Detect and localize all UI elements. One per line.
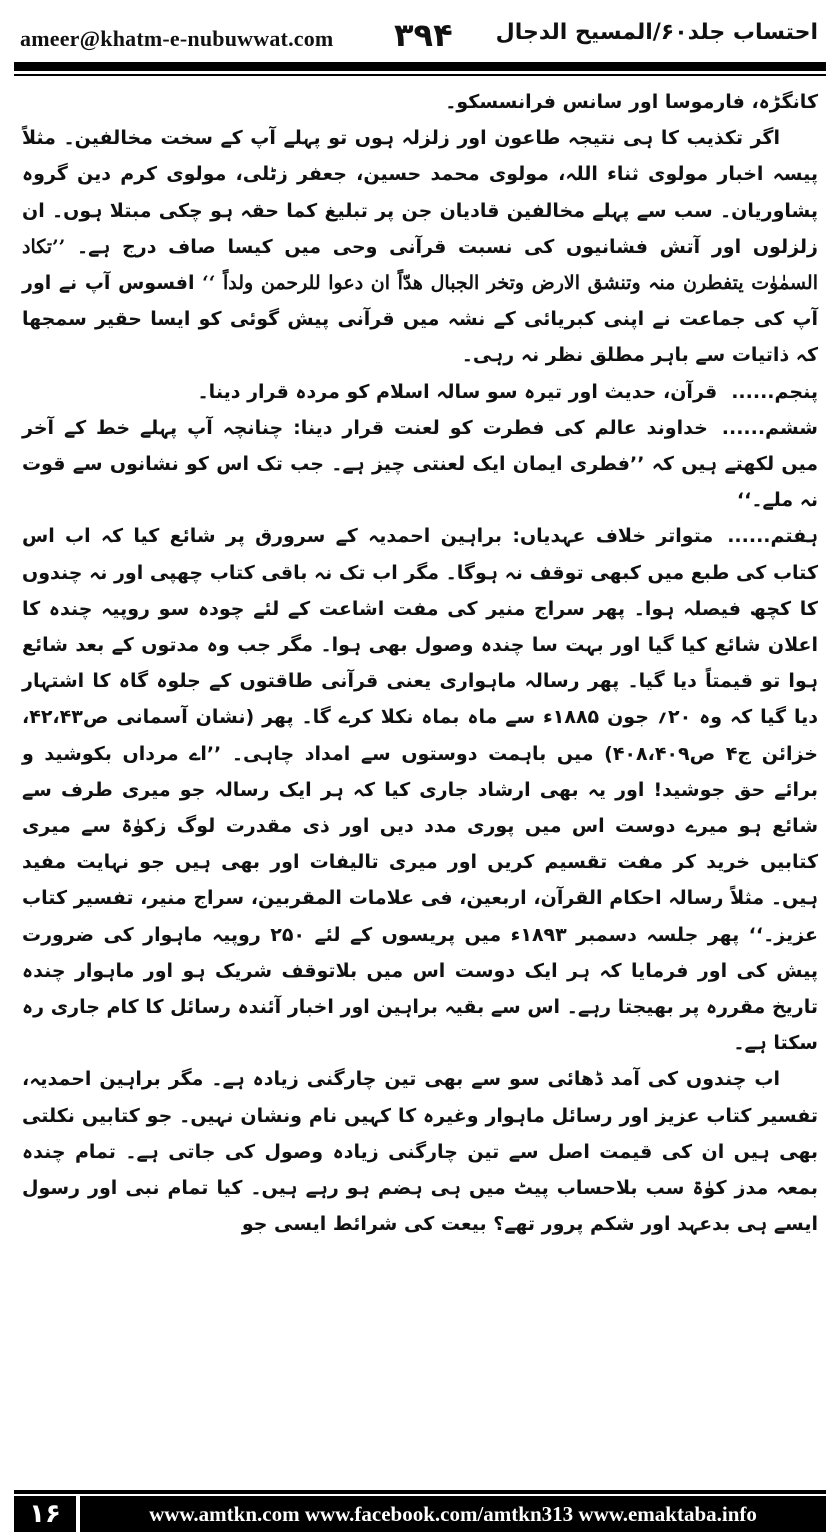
header-email: ameer@khatm-e-nubuwwat.com bbox=[20, 26, 334, 51]
point-seventh-text: متواتر خلاف عہدیاں: براہین احمدیہ کے سرورق پر شائع کیا کہ اب اس کتاب کی طبع میں کبھی توقف نہ ہوگا۔ مگر اب تک نہ باقی کتاب چھپی اور نہ چندوں کا کچھ فیصلہ ہوا۔ پھر سراج منیر کی مفت اشاعت کے لئے چودہ سو روپیہ چندہ کا اعلان شائع کیا گیا اور بہت سا چندہ وصول بھی ہوا۔ مگر جب وہ مدتوں کے بعد شائع ہوا تو قیمتاً دیا گیا۔ پھر رسالہ ماہواری یعنی قرآنی طاقتوں کے جلوہ گاہ کا اشتہار دیا گیا کہ وہ ۲۰؍ جون ۱۸۸۵ء سے ماہ بماہ نکلا کرے گا۔ پھر (نشان آسمانی ص۴۲،۴۳، خزائن ج۴ ص۴۰۸،۴۰۹) میں باہمت دوستوں سے امداد چاہی۔ ’’اے مرداں بکوشید و برائے حق جوشید! اور یہ بھی ارشاد جاری کیا کہ ہر ایک رسالہ جو میری طرف سے شائع ہو میرے دوست اس میں پوری مدد دیں اور ذی مقدرت لوگ زکوٰۃ سے میری کتابیں خرید کر مفت تقسیم کریں اور میری تالیفات اور بھی ہیں جو نہایت مفید ہیں۔ مثلاً رسالہ احکام القرآن، اربعین، فی علامات المقربین، سراج منیر، تفسیر کتاب عزیز۔‘‘ پھر جلسہ دسمبر ۱۸۹۳ء میں پریسوں کے لئے ۲۵۰ روپیہ ماہوار کی ضرورت پیش کی اور فرمایا کہ ہر ایک دوست اس میں بلاتوقف شریک ہو اور ماہوار چندہ تاریخ مقررہ پر بھیجتا رہے۔ اس سے بقیہ براہین اور اخبار آئندہ رسائل کا کام جاری رہ سکتا ہے۔ bbox=[22, 525, 818, 1055]
header-page-number: ۳۹۴ bbox=[394, 16, 453, 54]
header-rule-thick bbox=[14, 62, 826, 71]
footer-rule bbox=[14, 1490, 826, 1494]
point-sixth bbox=[22, 410, 818, 519]
point-sixth-text: خداوند عالم کی فطرت کو لعنت قرار دینا: چنانچہ آپ پہلے خط کے آخر میں لکھتے ہیں کہ ’’فطری ایمان ایک لعنتی چیز ہے۔ جب تک اس کو نشانوں سے قوت نہ ملے۔‘‘ bbox=[22, 416, 818, 512]
point-seventh-label: ہفتم...... bbox=[727, 525, 818, 548]
footer-links: www.amtkn.com www.facebook.com/amtkn313 www.emaktaba.info bbox=[80, 1496, 826, 1532]
point-seventh bbox=[22, 518, 818, 1061]
footer-page-number: ۱۶ bbox=[14, 1496, 76, 1532]
point-fifth bbox=[22, 374, 818, 410]
header-rule-thin bbox=[14, 74, 826, 76]
point-sixth-label: ششم...... bbox=[721, 416, 818, 439]
point-fifth-text: قرآن، حدیث اور تیرہ سو سالہ اسلام کو مردہ قرار دینا۔ bbox=[197, 380, 718, 403]
paragraph-2-continuation: افسوس آپ نے اور آپ کی جماعت نے اپنی کبریائی کے نشہ میں قرآنی پیش گوئی کو ایسا حقیر سمجھا کہ ذاتیات سے باہر مطلق نظر نہ رہی۔ bbox=[22, 272, 818, 367]
header-book-title: احتساب جلد۶۰/المسیح الدجال bbox=[495, 20, 818, 45]
page-footer bbox=[14, 1490, 826, 1532]
page-body bbox=[22, 84, 818, 1243]
paragraph-last: اب چندوں کی آمد ڈھائی سو سے بھی تین چارگنی زیادہ ہے۔ مگر براہین احمدیہ، تفسیر کتاب عزیز اور رسائل ماہوار وغیرہ کا کہیں نام ونشان نہیں۔ جو کتابیں نکلتی بھی ہیں ان کی قیمت اصل سے تین چارگنی زیادہ وصول کی جاتی ہے۔ تمام چندہ بمعہ مدز کوٰۃ سب بلاحساب پیٹ میں ہی ہضم ہو رہے ہیں۔ کیا تمام نبی اور رسول ایسے ہی بدعہد اور شکم پرور تھے؟ بیعت کی شرائط ایسی جو bbox=[22, 1068, 818, 1236]
paragraph-2-text: اگر تکذیب کا ہی نتیجہ طاعون اور زلزلہ ہوں تو پہلے آپ کے سخت مخالفین۔ مثلاً پیسہ اخبار مولوی ثناء اللہ، مولوی محمد حسین، جعفر زٹلی، مولوی کرم دین گروہ پشاوریان۔ سب سے پہلے مخالفین قادیان جن پر تبلیغ کما حقہ ہو چکی مبتلا ہوں۔ ان زلزلوں اور آتش فشانیوں کی نسبت قرآنی وحی میں کیسا صاف درج ہے۔ bbox=[22, 127, 818, 258]
paragraph-2 bbox=[22, 120, 818, 373]
paragraph-1: کانگڑہ، فارموسا اور سانس فرانسسکو۔ bbox=[445, 91, 818, 113]
quran-quote: ’’تکاد السمٰوٰت یتفطرن منہ وتنشق الارض وتخر الجبال ھدّاً ان دعوا للرحمن ولداً ‘‘ bbox=[22, 235, 818, 295]
point-fifth-label: پنجم...... bbox=[731, 380, 818, 403]
page-header bbox=[20, 18, 820, 58]
